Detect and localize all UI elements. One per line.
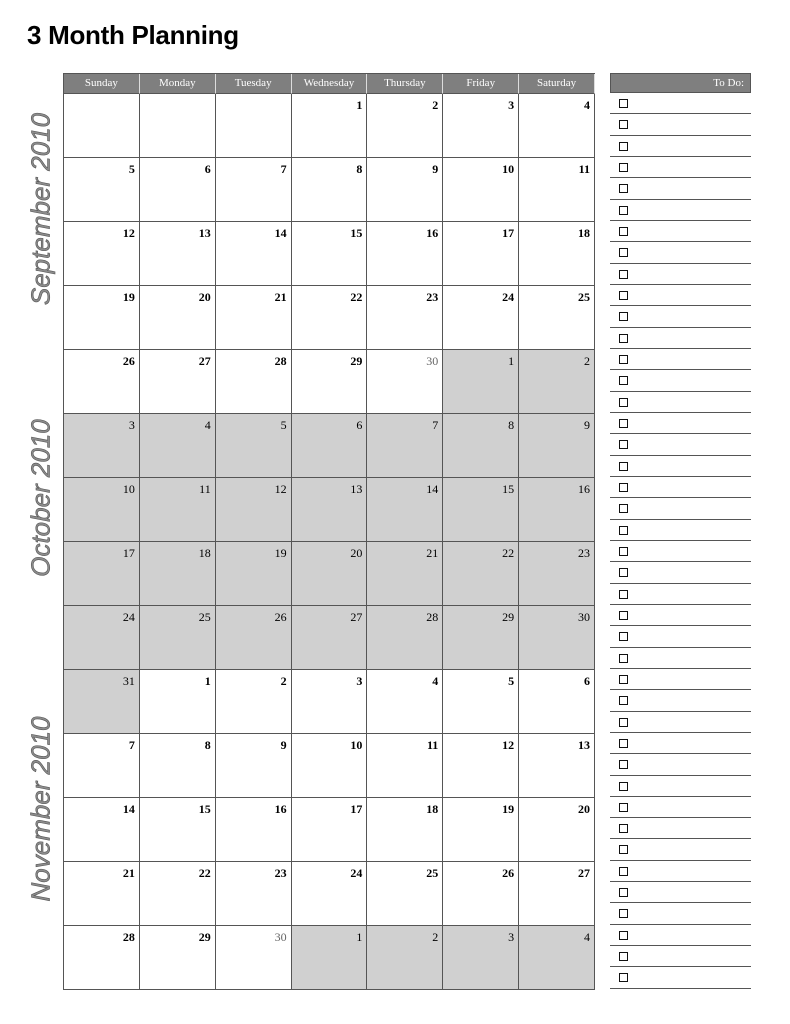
calendar-day-cell[interactable] bbox=[64, 606, 140, 670]
calendar-grid bbox=[63, 73, 595, 990]
day-number: 15 bbox=[350, 226, 363, 240]
calendar-day-cell[interactable] bbox=[292, 350, 368, 414]
day-number: 14 bbox=[426, 482, 439, 496]
calendar-day-cell[interactable] bbox=[64, 286, 140, 350]
calendar-day-cell[interactable] bbox=[216, 734, 292, 798]
day-number: 13 bbox=[577, 738, 590, 752]
calendar-day-cell[interactable] bbox=[367, 798, 443, 862]
todo-item bbox=[610, 903, 751, 924]
todo-item bbox=[610, 178, 751, 199]
calendar-day-cell[interactable] bbox=[443, 94, 519, 158]
checkbox-icon[interactable] bbox=[619, 184, 628, 193]
calendar-day-cell[interactable] bbox=[64, 158, 140, 222]
calendar-day-cell[interactable] bbox=[367, 862, 443, 926]
calendar-day-cell[interactable] bbox=[367, 606, 443, 670]
calendar-day-cell[interactable] bbox=[140, 350, 216, 414]
day-number: 2 bbox=[432, 930, 439, 944]
calendar-day-cell[interactable] bbox=[367, 286, 443, 350]
todo-item bbox=[610, 434, 751, 455]
calendar-day-cell[interactable] bbox=[443, 286, 519, 350]
todo-item bbox=[610, 242, 751, 263]
checkbox-icon[interactable] bbox=[619, 590, 628, 599]
todo-item bbox=[610, 136, 751, 157]
checkbox-icon[interactable] bbox=[619, 334, 628, 343]
calendar-day-cell[interactable] bbox=[443, 414, 519, 478]
month-label-september: September 2010 bbox=[25, 112, 56, 306]
calendar-day-cell[interactable] bbox=[64, 670, 140, 734]
calendar-day-cell[interactable] bbox=[367, 414, 443, 478]
day-number: 3 bbox=[356, 674, 363, 688]
todo-item bbox=[610, 712, 751, 733]
checkbox-icon[interactable] bbox=[619, 355, 628, 364]
day-number: 27 bbox=[577, 866, 590, 880]
day-number: 15 bbox=[198, 802, 211, 816]
day-number: 1 bbox=[204, 674, 211, 688]
checkbox-icon[interactable] bbox=[619, 675, 628, 684]
calendar-day-cell[interactable] bbox=[292, 606, 368, 670]
month-label-november: November 2010 bbox=[25, 716, 56, 902]
calendar-day-cell[interactable] bbox=[216, 606, 292, 670]
todo-item bbox=[610, 776, 751, 797]
day-number: 31 bbox=[122, 674, 135, 688]
calendar-day-cell[interactable] bbox=[367, 542, 443, 606]
todo-item bbox=[610, 285, 751, 306]
checkbox-icon[interactable] bbox=[619, 909, 628, 918]
day-number: 10 bbox=[122, 482, 135, 496]
calendar-day-cell[interactable] bbox=[140, 158, 216, 222]
day-number: 23 bbox=[577, 546, 590, 560]
calendar-day-cell[interactable] bbox=[64, 542, 140, 606]
checkbox-icon[interactable] bbox=[619, 419, 628, 428]
calendar-day-cell[interactable] bbox=[216, 862, 292, 926]
calendar-day-cell[interactable] bbox=[519, 158, 595, 222]
checkbox-icon[interactable] bbox=[619, 163, 628, 172]
calendar-day-cell[interactable] bbox=[216, 222, 292, 286]
calendar-day-cell[interactable] bbox=[64, 94, 140, 158]
todo-item bbox=[610, 584, 751, 605]
calendar-day-cell[interactable] bbox=[140, 94, 216, 158]
day-number: 5 bbox=[128, 162, 135, 176]
day-number: 15 bbox=[502, 482, 515, 496]
calendar-day-cell[interactable] bbox=[216, 542, 292, 606]
day-number: 17 bbox=[502, 226, 515, 240]
calendar-day-cell[interactable] bbox=[292, 222, 368, 286]
day-number: 29 bbox=[350, 354, 363, 368]
calendar-day-cell[interactable] bbox=[140, 606, 216, 670]
calendar-day-cell[interactable] bbox=[140, 670, 216, 734]
calendar-day-cell[interactable] bbox=[519, 478, 595, 542]
todo-item bbox=[610, 626, 751, 647]
checkbox-icon[interactable] bbox=[619, 270, 628, 279]
todo-item bbox=[610, 541, 751, 562]
day-number: 29 bbox=[198, 930, 211, 944]
calendar-day-cell[interactable] bbox=[443, 478, 519, 542]
day-number: 18 bbox=[198, 546, 211, 560]
calendar-day-cell[interactable] bbox=[443, 734, 519, 798]
calendar-day-cell[interactable] bbox=[140, 734, 216, 798]
checkbox-icon[interactable] bbox=[619, 782, 628, 791]
day-number: 14 bbox=[122, 802, 135, 816]
day-number: 30 bbox=[577, 610, 590, 624]
calendar-day-cell[interactable] bbox=[216, 94, 292, 158]
calendar-day-cell[interactable] bbox=[292, 862, 368, 926]
calendar-day-cell[interactable] bbox=[367, 158, 443, 222]
checkbox-icon[interactable] bbox=[619, 526, 628, 535]
calendar-day-cell[interactable] bbox=[216, 478, 292, 542]
todo-item bbox=[610, 392, 751, 413]
day-number: 10 bbox=[350, 738, 363, 752]
checkbox-icon[interactable] bbox=[619, 952, 628, 961]
day-number: 5 bbox=[508, 674, 515, 688]
todo-list bbox=[610, 73, 751, 989]
todo-item bbox=[610, 754, 751, 775]
checkbox-icon[interactable] bbox=[619, 99, 628, 108]
calendar-day-cell[interactable] bbox=[64, 478, 140, 542]
day-number: 18 bbox=[426, 802, 439, 816]
calendar-day-cell[interactable] bbox=[519, 798, 595, 862]
calendar-day-cell[interactable] bbox=[519, 606, 595, 670]
day-number: 21 bbox=[274, 290, 287, 304]
day-number: 25 bbox=[198, 610, 211, 624]
todo-item bbox=[610, 797, 751, 818]
day-number: 25 bbox=[577, 290, 590, 304]
checkbox-icon[interactable] bbox=[619, 739, 628, 748]
day-number: 18 bbox=[577, 226, 590, 240]
todo-item bbox=[610, 946, 751, 967]
day-number: 19 bbox=[122, 290, 135, 304]
todo-item bbox=[610, 498, 751, 519]
checkbox-icon[interactable] bbox=[619, 845, 628, 854]
weekday-header: Sunday bbox=[64, 74, 140, 94]
calendar-day-cell[interactable] bbox=[519, 286, 595, 350]
todo-item bbox=[610, 200, 751, 221]
checkbox-icon[interactable] bbox=[619, 888, 628, 897]
day-number: 16 bbox=[577, 482, 590, 496]
calendar-day-cell[interactable] bbox=[443, 606, 519, 670]
calendar-day-cell[interactable] bbox=[292, 798, 368, 862]
calendar-day-cell[interactable] bbox=[519, 542, 595, 606]
weekday-header: Friday bbox=[443, 74, 519, 94]
day-number: 2 bbox=[280, 674, 287, 688]
calendar-day-cell[interactable] bbox=[216, 350, 292, 414]
day-number: 28 bbox=[274, 354, 287, 368]
calendar-day-cell[interactable] bbox=[443, 798, 519, 862]
checkbox-icon[interactable] bbox=[619, 696, 628, 705]
calendar-day-cell[interactable] bbox=[519, 94, 595, 158]
day-number: 28 bbox=[426, 610, 439, 624]
calendar-day-cell[interactable] bbox=[519, 926, 595, 990]
checkbox-icon[interactable] bbox=[619, 547, 628, 556]
weekday-header: Monday bbox=[140, 74, 216, 94]
todo-header: To Do: bbox=[610, 73, 751, 93]
checkbox-icon[interactable] bbox=[619, 227, 628, 236]
day-number: 26 bbox=[122, 354, 135, 368]
weekday-header: Wednesday bbox=[292, 74, 368, 94]
calendar-day-cell[interactable] bbox=[216, 926, 292, 990]
todo-item bbox=[610, 157, 751, 178]
day-number: 23 bbox=[426, 290, 439, 304]
day-number: 30 bbox=[274, 930, 287, 944]
todo-item bbox=[610, 733, 751, 754]
calendar-day-cell[interactable] bbox=[519, 734, 595, 798]
todo-item bbox=[610, 520, 751, 541]
day-number: 17 bbox=[122, 546, 135, 560]
day-number: 6 bbox=[204, 162, 211, 176]
day-number: 2 bbox=[432, 98, 439, 112]
calendar-day-cell[interactable] bbox=[140, 926, 216, 990]
calendar-day-cell[interactable] bbox=[292, 414, 368, 478]
todo-item bbox=[610, 306, 751, 327]
day-number: 30 bbox=[426, 354, 439, 368]
day-number: 5 bbox=[280, 418, 287, 432]
day-number: 9 bbox=[280, 738, 287, 752]
calendar-day-cell[interactable] bbox=[140, 798, 216, 862]
day-number: 20 bbox=[350, 546, 363, 560]
todo-item bbox=[610, 456, 751, 477]
day-number: 4 bbox=[204, 418, 211, 432]
day-number: 12 bbox=[502, 738, 515, 752]
checkbox-icon[interactable] bbox=[619, 973, 628, 982]
calendar-day-cell[interactable] bbox=[216, 798, 292, 862]
calendar-day-cell[interactable] bbox=[64, 862, 140, 926]
todo-item bbox=[610, 818, 751, 839]
day-number: 16 bbox=[274, 802, 287, 816]
page-title: 3 Month Planning bbox=[27, 20, 239, 50]
weekday-header: Thursday bbox=[367, 74, 443, 94]
calendar-day-cell[interactable] bbox=[140, 862, 216, 926]
calendar-day-cell[interactable] bbox=[519, 862, 595, 926]
day-number: 12 bbox=[274, 482, 287, 496]
todo-item bbox=[610, 264, 751, 285]
day-number: 21 bbox=[122, 866, 135, 880]
checkbox-icon[interactable] bbox=[619, 398, 628, 407]
day-number: 4 bbox=[583, 98, 590, 112]
todo-item bbox=[610, 690, 751, 711]
calendar-day-cell[interactable] bbox=[64, 734, 140, 798]
month-label-october: October 2010 bbox=[25, 419, 56, 577]
day-number: 14 bbox=[274, 226, 287, 240]
day-number: 9 bbox=[583, 418, 590, 432]
calendar-day-cell[interactable] bbox=[216, 670, 292, 734]
calendar-day-cell[interactable] bbox=[140, 478, 216, 542]
day-number: 20 bbox=[198, 290, 211, 304]
checkbox-icon[interactable] bbox=[619, 291, 628, 300]
calendar-day-cell[interactable] bbox=[519, 670, 595, 734]
day-number: 16 bbox=[426, 226, 439, 240]
weekday-header: Tuesday bbox=[216, 74, 292, 94]
day-number: 28 bbox=[122, 930, 135, 944]
checkbox-icon[interactable] bbox=[619, 611, 628, 620]
checkbox-icon[interactable] bbox=[619, 312, 628, 321]
checkbox-icon[interactable] bbox=[619, 120, 628, 129]
todo-item bbox=[610, 221, 751, 242]
day-number: 20 bbox=[577, 802, 590, 816]
checkbox-icon[interactable] bbox=[619, 376, 628, 385]
day-number: 7 bbox=[432, 418, 439, 432]
calendar-day-cell[interactable] bbox=[140, 542, 216, 606]
checkbox-icon[interactable] bbox=[619, 206, 628, 215]
todo-item bbox=[610, 925, 751, 946]
day-number: 11 bbox=[199, 482, 211, 496]
checkbox-icon[interactable] bbox=[619, 568, 628, 577]
day-number: 7 bbox=[128, 738, 135, 752]
calendar-day-cell[interactable] bbox=[140, 414, 216, 478]
calendar-day-cell[interactable] bbox=[64, 222, 140, 286]
calendar-day-cell[interactable] bbox=[443, 862, 519, 926]
day-number: 19 bbox=[274, 546, 287, 560]
day-number: 26 bbox=[274, 610, 287, 624]
checkbox-icon[interactable] bbox=[619, 142, 628, 151]
day-number: 17 bbox=[350, 802, 363, 816]
day-number: 11 bbox=[578, 162, 590, 176]
day-number: 23 bbox=[274, 866, 287, 880]
calendar-day-cell[interactable] bbox=[140, 286, 216, 350]
checkbox-icon[interactable] bbox=[619, 718, 628, 727]
day-number: 12 bbox=[122, 226, 135, 240]
checkbox-icon[interactable] bbox=[619, 654, 628, 663]
calendar-day-cell[interactable] bbox=[367, 350, 443, 414]
calendar-day-cell[interactable] bbox=[216, 414, 292, 478]
calendar-day-cell[interactable] bbox=[443, 222, 519, 286]
calendar-day-cell[interactable] bbox=[443, 926, 519, 990]
calendar-day-cell[interactable] bbox=[443, 350, 519, 414]
day-number: 4 bbox=[583, 930, 590, 944]
calendar-day-cell[interactable] bbox=[443, 670, 519, 734]
todo-item bbox=[610, 349, 751, 370]
checkbox-icon[interactable] bbox=[619, 931, 628, 940]
day-number: 24 bbox=[122, 610, 135, 624]
calendar-day-cell[interactable] bbox=[367, 222, 443, 286]
calendar-day-cell[interactable] bbox=[443, 158, 519, 222]
calendar-day-cell[interactable] bbox=[367, 478, 443, 542]
calendar-day-cell[interactable] bbox=[292, 670, 368, 734]
day-number: 22 bbox=[198, 866, 211, 880]
day-number: 25 bbox=[426, 866, 439, 880]
todo-item bbox=[610, 839, 751, 860]
calendar-day-cell[interactable] bbox=[519, 414, 595, 478]
day-number: 8 bbox=[204, 738, 211, 752]
calendar-day-cell[interactable] bbox=[292, 158, 368, 222]
checkbox-icon[interactable] bbox=[619, 483, 628, 492]
calendar-day-cell[interactable] bbox=[64, 414, 140, 478]
day-number: 6 bbox=[356, 418, 363, 432]
todo-item bbox=[610, 669, 751, 690]
calendar-day-cell[interactable] bbox=[292, 926, 368, 990]
day-number: 29 bbox=[502, 610, 515, 624]
checkbox-icon[interactable] bbox=[619, 248, 628, 257]
calendar-day-cell[interactable] bbox=[292, 94, 368, 158]
checkbox-icon[interactable] bbox=[619, 824, 628, 833]
checkbox-icon[interactable] bbox=[619, 803, 628, 812]
day-number: 1 bbox=[508, 354, 515, 368]
day-number: 4 bbox=[432, 674, 439, 688]
checkbox-icon[interactable] bbox=[619, 440, 628, 449]
day-number: 1 bbox=[356, 930, 363, 944]
day-number: 21 bbox=[426, 546, 439, 560]
day-number: 3 bbox=[128, 418, 135, 432]
checkbox-icon[interactable] bbox=[619, 760, 628, 769]
calendar-day-cell[interactable] bbox=[64, 926, 140, 990]
todo-item bbox=[610, 93, 751, 114]
calendar-day-cell[interactable] bbox=[64, 798, 140, 862]
calendar-day-cell[interactable] bbox=[140, 222, 216, 286]
day-number: 27 bbox=[198, 354, 211, 368]
day-number: 9 bbox=[432, 162, 439, 176]
calendar-day-cell[interactable] bbox=[443, 542, 519, 606]
day-number: 8 bbox=[356, 162, 363, 176]
calendar-day-cell[interactable] bbox=[367, 670, 443, 734]
weekday-header: Saturday bbox=[519, 74, 595, 94]
day-number: 3 bbox=[508, 930, 515, 944]
day-number: 13 bbox=[198, 226, 211, 240]
day-number: 1 bbox=[356, 98, 363, 112]
calendar-day-cell[interactable] bbox=[216, 158, 292, 222]
day-number: 22 bbox=[350, 290, 363, 304]
day-number: 19 bbox=[502, 802, 515, 816]
day-number: 10 bbox=[502, 162, 515, 176]
calendar-day-cell[interactable] bbox=[519, 222, 595, 286]
day-number: 27 bbox=[350, 610, 363, 624]
calendar-day-cell[interactable] bbox=[519, 350, 595, 414]
calendar-day-cell[interactable] bbox=[367, 734, 443, 798]
day-number: 24 bbox=[502, 290, 515, 304]
calendar-day-cell[interactable] bbox=[64, 350, 140, 414]
day-number: 22 bbox=[502, 546, 515, 560]
todo-item bbox=[610, 370, 751, 391]
todo-item bbox=[610, 861, 751, 882]
todo-item bbox=[610, 328, 751, 349]
day-number: 11 bbox=[426, 738, 439, 752]
todo-item bbox=[610, 648, 751, 669]
checkbox-icon[interactable] bbox=[619, 632, 628, 641]
day-number: 7 bbox=[280, 162, 287, 176]
calendar-day-cell[interactable] bbox=[292, 286, 368, 350]
day-number: 24 bbox=[350, 866, 363, 880]
todo-item bbox=[610, 882, 751, 903]
day-number: 8 bbox=[508, 418, 515, 432]
day-number: 13 bbox=[350, 482, 363, 496]
calendar-day-cell[interactable] bbox=[367, 926, 443, 990]
day-number: 26 bbox=[502, 866, 515, 880]
todo-item bbox=[610, 562, 751, 583]
calendar-day-cell[interactable] bbox=[216, 286, 292, 350]
todo-item bbox=[610, 477, 751, 498]
calendar-day-cell[interactable] bbox=[367, 94, 443, 158]
checkbox-icon[interactable] bbox=[619, 867, 628, 876]
todo-item bbox=[610, 605, 751, 626]
day-number: 2 bbox=[583, 354, 590, 368]
day-number: 3 bbox=[508, 98, 515, 112]
day-number: 6 bbox=[583, 674, 590, 688]
calendar-day-cell[interactable] bbox=[292, 542, 368, 606]
todo-item bbox=[610, 114, 751, 135]
calendar-day-cell[interactable] bbox=[292, 478, 368, 542]
todo-item bbox=[610, 413, 751, 434]
checkbox-icon[interactable] bbox=[619, 462, 628, 471]
calendar-day-cell[interactable] bbox=[292, 734, 368, 798]
checkbox-icon[interactable] bbox=[619, 504, 628, 513]
todo-item bbox=[610, 967, 751, 988]
